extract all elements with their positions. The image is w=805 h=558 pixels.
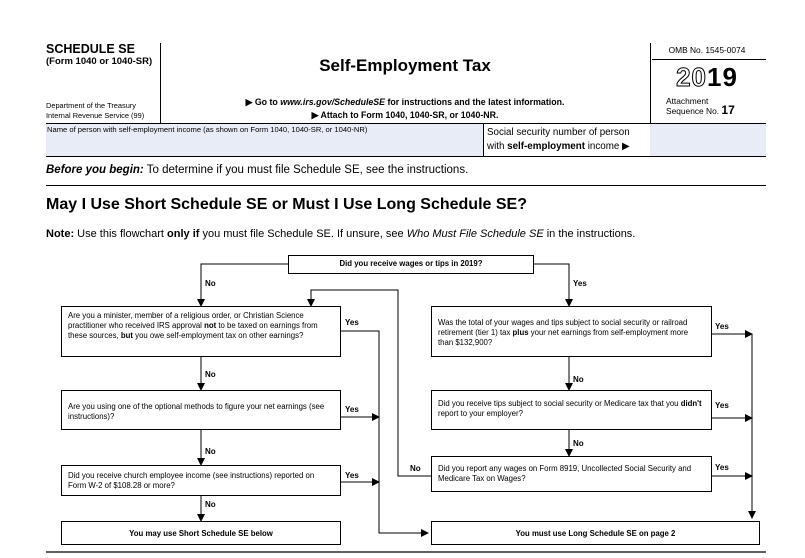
form-number: (Form 1040 or 1040-SR) (46, 56, 153, 67)
label-no-wages: No (573, 375, 584, 384)
label-no-tips: No (573, 439, 584, 448)
form-8919-question: Did you report any wages on Form 8919, Uncollected Social Security and Medicare Tax on Wages? (431, 456, 712, 492)
label-yes-start: Yes (573, 279, 587, 288)
long-schedule-result: You must use Long Schedule SE on page 2 (431, 521, 760, 545)
attachment-sequence: Attachment Sequence No. 17 (666, 96, 735, 117)
label-yes-8919: Yes (715, 463, 729, 472)
label-no-optional: No (205, 447, 216, 456)
optional-methods-question: Are you using one of the optional methods to figure your net earnings (see instructions)? (61, 390, 341, 430)
label-no-8919: No (410, 464, 421, 473)
goto-line: ▶ Go to www.irs.gov/ScheduleSE for instructions and the latest information. (245, 97, 565, 107)
label-yes-church: Yes (345, 471, 359, 480)
label-yes-minister: Yes (345, 318, 359, 327)
short-schedule-result: You may use Short Schedule SE below (61, 521, 341, 545)
ssn-label: Social security number of person with self-employment income ▶ (487, 127, 630, 152)
tips-question: Did you receive tips subject to social security or Medicare tax that you didn't report to your employer? (431, 390, 712, 430)
omb-number: OMB No. 1545-0074 (668, 45, 746, 55)
label-yes-wages: Yes (715, 322, 729, 331)
attach-line: ▶ Attach to Form 1040, 1040-SR, or 1040-NR. (311, 109, 499, 120)
label-no-start: No (205, 279, 216, 288)
note: Note: Use this flowchart only if you must file Schedule SE. If unsure, see Who Must File Schedule SE in the instructions. (46, 228, 636, 240)
sequence-number: 17 (721, 103, 735, 117)
form-title: Self-Employment Tax (319, 56, 491, 75)
church-income-question: Did you receive church employee income (see instructions) reported on Form W-2 of $108.28 or more? (61, 465, 341, 496)
schedule-name: SCHEDULE SE (46, 42, 135, 56)
label-yes-tips: Yes (715, 401, 729, 410)
wages-question: Was the total of your wages and tips subject to social security or railroad retirement (tier 1) tax plus your net earnings from self-employment more than $132,900? (431, 306, 712, 357)
before-you-begin: Before you begin: To determine if you must file Schedule SE, see the instructions. (46, 164, 469, 176)
department: Department of the Treasury (46, 101, 136, 110)
minister-question: Are you a minister, member of a religious order, or Christian Science practitioner who received IRS approval not to be taxed on earnings from these sources, but you owe self-employment tax on other earnings? (61, 306, 341, 357)
label-no-minister: No (205, 370, 216, 379)
label-no-church: No (205, 500, 216, 509)
irs-link[interactable]: www.irs.gov/ScheduleSE (280, 97, 386, 107)
start-question: Did you receive wages or tips in 2019? (288, 255, 534, 274)
label-yes-optional: Yes (345, 405, 359, 414)
tax-year: 2019 (676, 62, 738, 92)
irs-label: Internal Revenue Service (99) (46, 110, 145, 120)
name-label: Name of person with self-employment income (as shown on Form 1040, 1040-SR, or 1040-NR) (47, 125, 368, 134)
section-heading: May I Use Short Schedule SE or Must I Use Long Schedule SE? (46, 196, 527, 213)
